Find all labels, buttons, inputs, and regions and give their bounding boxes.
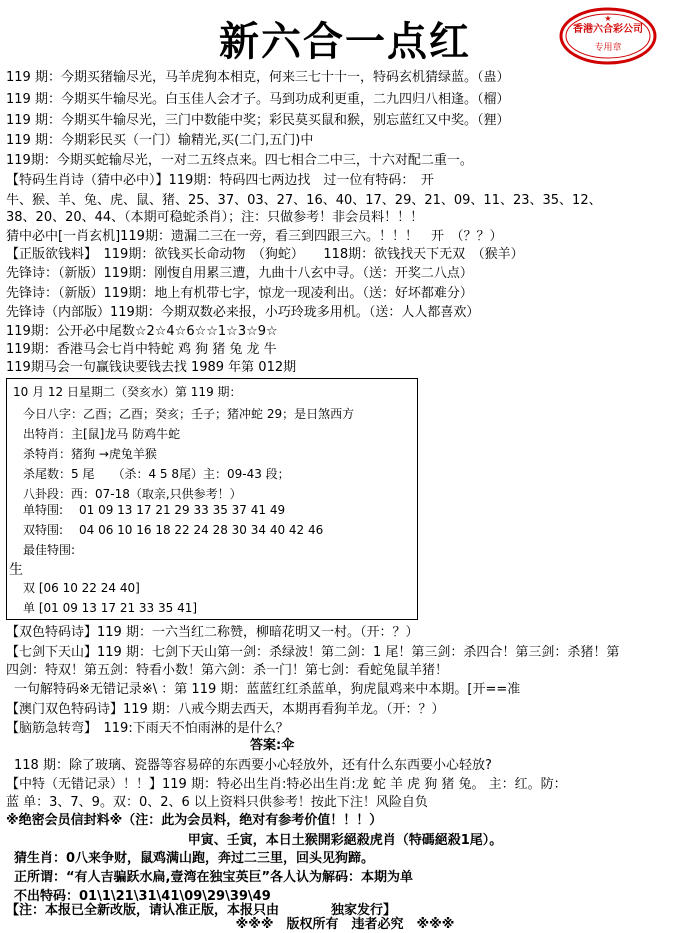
special-line: 蓝 单：3、7、9。双：0、2、6 以上资料只供参考！按此下注！风险自负 xyxy=(6,795,428,810)
member-envelope: ※绝密会员信封料※（注：此为会员料，绝对有参考价值！！！） xyxy=(6,813,383,828)
box-dan-label: 单特围: xyxy=(23,503,64,517)
stamp-text: 香港六合彩公司 xyxy=(573,24,643,35)
box-bagua: 八卦段：西：07-18（取亲,只供参考！） xyxy=(23,487,242,501)
copyright: ※※※ 版权所有 违者必究 ※※※ xyxy=(235,917,455,932)
brain-teaser: 【脑筋急转弯】 119:下雨天不怕雨淋的是什么？ xyxy=(6,721,289,736)
riddle-line: 118 期：除了玻璃、瓷器等容易碎的东西要小心轻放外，还有什么东西要小心轻放? xyxy=(14,758,492,773)
forecast-box xyxy=(6,378,418,620)
prediction-line: 119 期：今期买牛输尽光。白玉佳人会才子。马到功成利更重，二九四归八相逢。（榴） xyxy=(6,92,510,107)
tail-number-line: 119期：公开必中尾数☆2☆4☆6☆☆1☆3☆9☆ xyxy=(6,324,278,339)
box-shuang-label: 双特围: xyxy=(23,523,64,537)
macau-poem: 【澳门双色特码诗】119 期：八戒今期去西天，本期再看狗羊龙。（开：？） xyxy=(6,702,445,717)
zodiac-numbers: 牛、猴、羊、兔、虎、鼠、猪、25、37、03、27、16、40、17、29、21、09、11、23、35、12、 xyxy=(6,193,602,208)
double-color-poem: 【双色特码诗】119 期：一六当红二称赞，柳暗花明又一村。（开：？） xyxy=(6,625,419,640)
box-date: 10 月 12 日星期二（癸亥水）第 119 期： xyxy=(13,385,242,399)
prediction-line: 119 期：今期买牛输尽光，三门中数能中奖；彩民莫买鼠和猴，别忘蓝红又中奖。（狸） xyxy=(6,113,510,128)
svg-text:★: ★ xyxy=(604,14,612,23)
notice: 【注：本报已全新改版，请认准正版，本报只由 独家发行】 xyxy=(6,903,397,918)
prediction-line: 119 期：今期买猪输尽光，马羊虎狗本相克，何来三七十十一，特码玄机猜绿蓝。（蛊） xyxy=(6,70,510,85)
guess-zodiac: 猜生肖：0八来争财，鼠鸡满山跑，奔过二三里，回头见狗蹄。 xyxy=(14,851,375,866)
one-sentence-line: 一句解特码※无错记录※\ ：第 119 期：蓝蓝红红杀蓝单，狗虎鼠鸡来中本期。[开==准 xyxy=(14,682,521,697)
prediction-line: 119 期：今期彩民买（一门）输精光,买(二门,五门)中 xyxy=(6,133,314,148)
no-show-numbers: 不出特码：01\1\21\31\41\09\29\39\49 xyxy=(14,889,271,904)
page-title: 新六合一点红 xyxy=(219,18,471,65)
seven-zodiac-line: 119期：香港马会七肖中特蛇 鸡 狗 猪 兔 龙 牛 xyxy=(6,342,277,357)
pioneer-poem: 先锋诗：（新版）119期：刚愎自用累三遭，九曲十八玄中寻。（送：开奖二八点） xyxy=(6,266,473,281)
box-sha: 杀特肖：猪狗 →虎兔羊猴 xyxy=(23,447,157,461)
box-dan: 01 09 13 17 21 29 33 35 37 41 49 xyxy=(79,503,286,517)
box-bazi: 今日八字：乙酉；乙酉；癸亥；壬子；猪冲蛇 29；是日煞西方 xyxy=(23,407,355,421)
riddle-answer: 正所谓：“有人吉骗跃水扁,壹湾在独宝英巨”各人认为解码：本期为单 xyxy=(14,870,414,885)
zodiac-numbers: 38、20、20、44、（本期可稳蛇杀肖）；注：只做参考！非会员料！！！ xyxy=(6,210,424,225)
company-stamp xyxy=(558,6,658,66)
pioneer-poem: 先锋诗（内部版）119期：今期双数必来报，小巧玲珑多用机。（送：人人都喜欢） xyxy=(6,305,480,320)
zodiac-poem: 【特码生肖诗（猜中必中）】119期：特码四七两边找 过一位有特码： 开 xyxy=(6,173,434,188)
box-chu: 出特肖：主[鼠]龙马 防鸡牛蛇 xyxy=(23,427,181,441)
box-shuang: 04 06 10 16 18 22 24 28 30 34 40 42 46 xyxy=(79,523,324,537)
answer: 答案:伞 xyxy=(250,738,295,753)
prediction-line: 119期：今期买蛇输尽光，一对二五终点来。四七相合二中三，十六对配二重一。 xyxy=(6,153,473,168)
pioneer-poem: 先锋诗：（新版）119期：地上有机带七字，惊龙一现凌利出。（送：好坏都难分） xyxy=(6,286,473,301)
seven-swords: 四剑：特双！第五剑：特看小数！第六剑：杀一门！第七剑：看蛇兔鼠羊猪！ xyxy=(6,663,449,678)
kill-line: 甲寅、壬寅，本日土猴開彩絕殺虎肖（特碼絕殺1尾）。 xyxy=(187,833,503,848)
box-shuang2: 双 [06 10 22 24 40] xyxy=(23,581,140,595)
stamp-subtext: 专用章 xyxy=(594,43,622,53)
winning-tip-line: 119期马会一句赢钱诀要钱去找 1989 年第 012期 xyxy=(6,360,297,375)
special-line: 【中特（无错记录）！！】119 期：特必出生肖:特必出生肖:龙 蛇 羊 虎 狗 猪 兔。 主：红。防： xyxy=(6,777,567,792)
official-money-line: 【正版欲钱料】 119期：欲钱买长命动物 （狗蛇） 118期：欲钱找天下无双 （猴羊） xyxy=(6,247,524,262)
box-dan2: 单 [01 09 13 17 21 33 35 41] xyxy=(23,601,198,615)
box-sheng: 生 xyxy=(9,562,23,578)
mystery-line: 猜中必中[一肖玄机]119期：遗漏二三在一旁，看三到四跟三六。！！！ 开 （？？） xyxy=(6,229,503,244)
box-wei: 杀尾数：5 尾 （杀：4 5 8尾）主：09-43 段； xyxy=(23,467,290,481)
box-best: 最佳特围: xyxy=(23,543,76,557)
seven-swords: 【七剑下天山】119 期：七剑下天山第一剑：杀绿波！第二剑：1 尾！第三剑：杀四合！第三剑：杀猪！第 xyxy=(6,645,620,660)
